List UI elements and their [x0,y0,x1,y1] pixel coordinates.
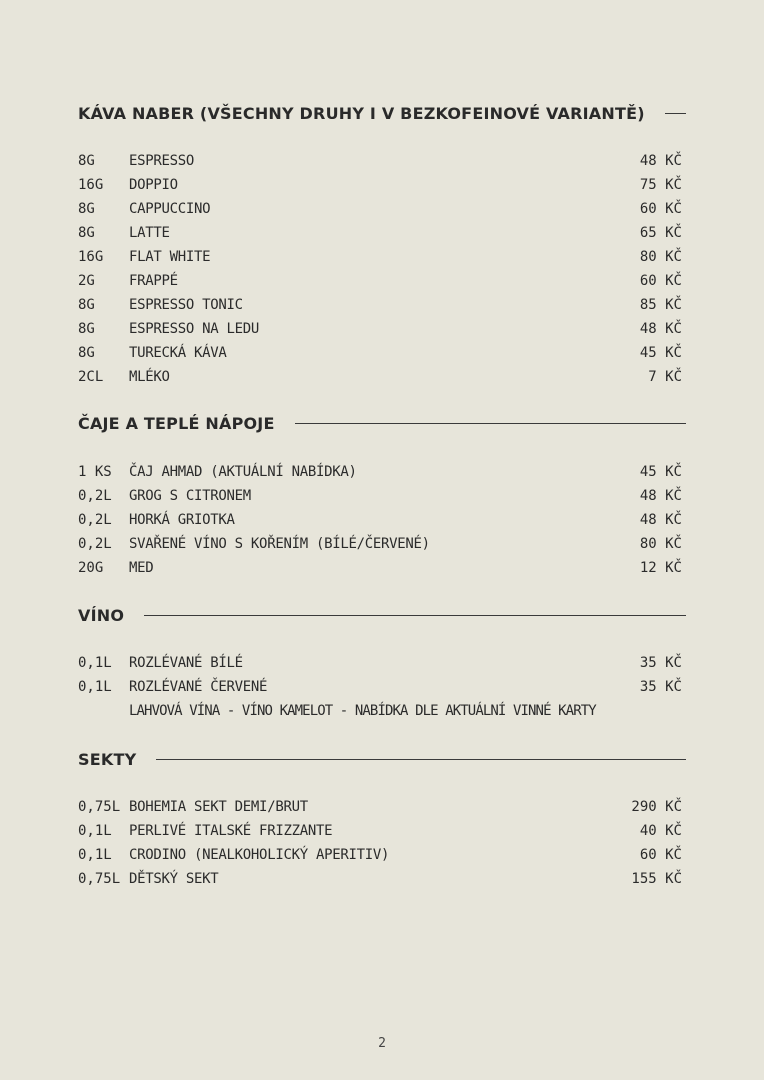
item-price: 60 KČ [639,201,682,217]
item-quantity: 16G [78,249,104,265]
menu-item [78,532,682,556]
item-name: DOPPIO [129,177,178,193]
item-name: GROG S CITRONEM [129,488,251,504]
item-price: 35 KČ [639,679,682,695]
item-price: 40 KČ [639,823,682,839]
menu-item [78,365,682,389]
item-quantity: 8G [78,345,95,361]
section-title: VÍNO [78,605,125,625]
item-quantity: 8G [78,153,95,169]
item-name: DĚTSKÝ SEKT [129,871,219,887]
item-price: 60 KČ [639,847,682,863]
section-divider [295,423,686,424]
menu-item [78,819,682,843]
section-header-coffee [78,101,686,125]
item-name: ESPRESSO TONIC [129,297,243,313]
item-name: ČAJ AHMAD (AKTUÁLNÍ NABÍDKA) [129,464,357,480]
item-quantity: 0,1L [78,823,112,839]
item-price: 48 KČ [639,321,682,337]
item-name: ESPRESSO [129,153,195,169]
item-name: ROZLÉVANÉ ČERVENÉ [129,679,268,695]
section-divider [144,615,686,616]
item-price: 80 KČ [639,536,682,552]
item-quantity: 8G [78,201,95,217]
item-quantity: 2G [78,273,95,289]
item-name: PERLIVÉ ITALSKÉ FRIZZANTE [129,823,333,839]
item-name: LATTE [129,225,170,241]
item-price: 45 KČ [639,464,682,480]
item-quantity: 0,2L [78,512,112,528]
menu-item [78,149,682,173]
page-number: 2 [378,1036,386,1051]
item-quantity: 8G [78,225,95,241]
section-title: ČAJE A TEPLÉ NÁPOJE [78,413,275,433]
item-price: 12 KČ [639,560,682,576]
item-quantity: 0,2L [78,536,112,552]
item-price: 48 KČ [639,153,682,169]
item-name: MLÉKO [129,369,170,385]
menu-item [78,843,682,867]
menu-item [78,795,682,819]
item-quantity: 1 KS [78,464,112,480]
item-price: 35 KČ [639,655,682,671]
item-quantity: 20G [78,560,104,576]
item-name: SVAŘENÉ VÍNO S KOŘENÍM (BÍLÉ/ČERVENÉ) [129,536,430,552]
item-quantity: 0,1L [78,847,112,863]
item-quantity: 0,75L [78,871,121,887]
menu-item [78,293,682,317]
menu-item [78,197,682,221]
item-price: 60 KČ [639,273,682,289]
item-name: BOHEMIA SEKT DEMI/BRUT [129,799,308,815]
item-price: 65 KČ [639,225,682,241]
item-price: 290 KČ [631,799,682,815]
item-quantity: 0,2L [78,488,112,504]
item-quantity: 0,75L [78,799,121,815]
menu-item [78,508,682,532]
menu-item [78,556,682,580]
menu-item [78,675,682,699]
item-quantity: 8G [78,297,95,313]
item-price: 75 KČ [639,177,682,193]
item-name: FLAT WHITE [129,249,211,265]
item-name: ESPRESSO NA LEDU [129,321,260,337]
section-header-wine [78,603,686,627]
item-name: FRAPPÉ [129,273,178,289]
section-title: SEKTY [78,749,137,769]
item-name: TURECKÁ KÁVA [129,345,227,361]
item-quantity: 0,1L [78,679,112,695]
item-name: HORKÁ GRIOTKA [129,512,235,528]
section-header-tea [78,411,686,435]
item-name: LAHVOVÁ VÍNA - VÍNO KAMELOT - NABÍDKA DLE AKTUÁLNÍ VINNÉ KARTY [129,703,596,719]
menu-item [78,173,682,197]
item-quantity: 8G [78,321,95,337]
item-price: 155 KČ [631,871,682,887]
menu-item [78,867,682,891]
section-header-sparkling [78,747,686,771]
menu-item [78,221,682,245]
item-price: 7 KČ [648,369,682,385]
item-price: 80 KČ [639,249,682,265]
item-price: 48 KČ [639,512,682,528]
item-name: CAPPUCCINO [129,201,211,217]
item-name: CRODINO (NEALKOHOLICKÝ APERITIV) [129,847,390,863]
menu-item [78,317,682,341]
item-price: 48 KČ [639,488,682,504]
item-quantity: 0,1L [78,655,112,671]
section-divider [156,759,686,760]
menu-item [78,484,682,508]
item-quantity: 16G [78,177,104,193]
menu-item [78,269,682,293]
section-divider [665,113,686,114]
item-name: ROZLÉVANÉ BÍLÉ [129,655,243,671]
menu-item [78,341,682,365]
menu-item [78,460,682,484]
item-price: 85 KČ [639,297,682,313]
item-quantity: 2CL [78,369,104,385]
menu-item-note [78,699,682,723]
section-title: KÁVA NABER (VŠECHNY DRUHY I V BEZKOFEINOVÉ VARIANTĚ) [78,103,645,123]
item-name: MED [129,560,154,576]
menu-item [78,651,682,675]
menu-item [78,245,682,269]
item-price: 45 KČ [639,345,682,361]
